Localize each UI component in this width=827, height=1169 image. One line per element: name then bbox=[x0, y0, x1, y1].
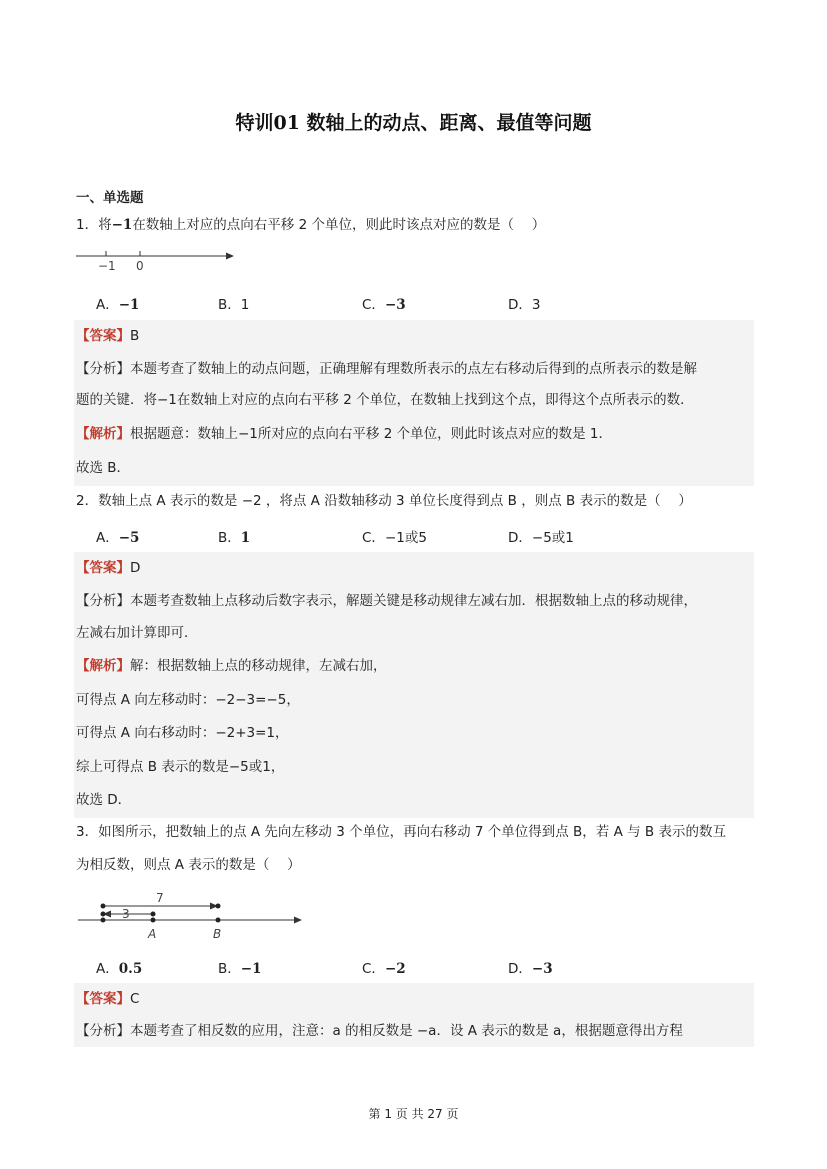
option-value: −1 bbox=[240, 961, 262, 977]
analysis-text: 本题考查了数轴上的动点问题，正确理解有理数所表示的点左右移动后得到的点所表示的数是解 bbox=[130, 361, 697, 377]
q1-option-c[interactable] bbox=[362, 293, 406, 313]
solution-tag: 【解析】 bbox=[76, 426, 130, 442]
q3-answer-block bbox=[74, 983, 754, 1047]
section-heading: 一、单选题 bbox=[76, 190, 144, 206]
option-letter: D． bbox=[508, 297, 532, 313]
q3-label-7: 7 bbox=[156, 891, 164, 905]
q3-number: 3． bbox=[76, 824, 99, 840]
q3-option-b[interactable] bbox=[218, 957, 261, 977]
solution-text: 根据题意：数轴上−1所对应的点向右平移 2 个单位，则此时该点对应的数是 1． bbox=[130, 426, 612, 442]
answer-tag: 【答案】 bbox=[76, 560, 130, 576]
q2-stem-text: 数轴上点 A 表示的数是 −2 ，将点 A 沿数轴移动 3 单位长度得到点 B ，则点 B 表示的数是（ ） bbox=[98, 493, 692, 509]
option-value: −3 bbox=[531, 961, 553, 977]
option-value: −2 bbox=[384, 961, 406, 977]
q3-label-3: 3 bbox=[122, 907, 130, 921]
q2-option-b[interactable] bbox=[218, 526, 250, 546]
q3-number-line-figure bbox=[74, 884, 314, 944]
option-value: 0.5 bbox=[118, 961, 143, 977]
page-footer: 第 1 页 共 27 页 bbox=[368, 1107, 459, 1121]
q1-label-neg1: −1 bbox=[98, 259, 116, 273]
q3-point-b bbox=[216, 918, 221, 923]
option-letter: A． bbox=[96, 530, 119, 546]
q3-dot-top-right bbox=[216, 904, 221, 909]
analysis-text: 本题考查数轴上点移动后数字表示，解题关键是移动规律左减右加．根据数轴上点的移动规律， bbox=[130, 593, 697, 609]
q1-options bbox=[96, 293, 696, 313]
q3-analysis-line1 bbox=[76, 1021, 683, 1041]
q3-stem-text: 如图所示，把数轴上的点 A 先向左移动 3 个单位，再向右移动 7 个单位得到点 B，若 A 与 B 表示的数互 bbox=[98, 824, 726, 840]
option-value: 3 bbox=[531, 297, 541, 313]
q3-stem-line2: 为相反数，则点 A 表示的数是（ ） bbox=[76, 857, 301, 873]
analysis-text: 本题考查了相反数的应用，注意：a 的相反数是 −a．设 A 表示的数是 a，根据题意得出方程 bbox=[130, 1023, 683, 1039]
q2-analysis-line1 bbox=[76, 591, 697, 611]
answer-tag: 【答案】 bbox=[76, 991, 130, 1007]
q1-solution-line2: 故选 B． bbox=[76, 460, 131, 476]
analysis-tag: 【分析】 bbox=[76, 361, 130, 377]
q3-label-a: A bbox=[148, 927, 157, 941]
option-letter: C． bbox=[362, 530, 385, 546]
analysis-tag: 【分析】 bbox=[76, 593, 130, 609]
q1-solution-line1 bbox=[76, 424, 612, 444]
q1-option-a[interactable] bbox=[96, 293, 139, 313]
q2-solution-line2: 可得点 A 向左移动时：−2−3=−5， bbox=[76, 692, 300, 708]
q1-analysis-line2: 题的关键．将−1在数轴上对应的点向右平移 2 个单位，在数轴上找到这个点，即得这个点所表示的数． bbox=[76, 392, 694, 408]
option-letter: B． bbox=[218, 297, 241, 313]
q2-analysis-line2: 左减右加计算即可． bbox=[76, 625, 198, 641]
q2-answer-block bbox=[74, 552, 754, 818]
q2-solution-line5: 故选 D． bbox=[76, 792, 132, 808]
option-letter: A． bbox=[96, 961, 119, 977]
answer-value: B bbox=[130, 328, 140, 344]
q2-options bbox=[96, 526, 696, 546]
q3-point-a bbox=[151, 918, 156, 923]
q1-label-0: 0 bbox=[136, 259, 144, 273]
q3-dot-mid-left bbox=[101, 912, 106, 917]
option-value: −5 bbox=[118, 530, 140, 546]
answer-value: D bbox=[130, 560, 141, 576]
answer-tag: 【答案】 bbox=[76, 328, 130, 344]
page-title: 特训01 数轴上的动点、距离、最值等问题 bbox=[235, 112, 592, 134]
q2-option-c[interactable] bbox=[362, 526, 427, 546]
q2-solution-line4: 综上可得点 B 表示的数是−5或1， bbox=[76, 759, 285, 775]
q2-stem bbox=[76, 491, 692, 511]
option-value: −1 bbox=[118, 297, 140, 313]
option-letter: D． bbox=[508, 961, 532, 977]
q3-dot-top-left bbox=[101, 904, 106, 909]
q2-answer bbox=[76, 558, 140, 578]
q3-options bbox=[96, 957, 696, 977]
q1-analysis-line1 bbox=[76, 359, 697, 379]
q1-number: 1． bbox=[76, 217, 99, 233]
q3-dot-mid-right bbox=[151, 912, 156, 917]
option-letter: B． bbox=[218, 530, 241, 546]
q2-number: 2． bbox=[76, 493, 99, 509]
q3-dot-axis-left bbox=[101, 918, 106, 923]
option-letter: C． bbox=[362, 297, 385, 313]
analysis-tag: 【分析】 bbox=[76, 1023, 130, 1039]
q1-stem bbox=[76, 215, 545, 235]
q3-label-b: B bbox=[213, 927, 222, 941]
q3-stem-line1 bbox=[76, 822, 726, 842]
q1-answer bbox=[76, 326, 139, 346]
solution-text: 解：根据数轴上点的移动规律，左减右加， bbox=[130, 658, 387, 674]
q2-option-a[interactable] bbox=[96, 526, 139, 546]
q1-option-d[interactable] bbox=[508, 293, 541, 313]
q2-solution-line3: 可得点 A 向右移动时：−2+3=1， bbox=[76, 725, 289, 741]
q1-axis-arrow bbox=[226, 253, 234, 260]
q1-stem-pre: 将 bbox=[98, 217, 112, 233]
q3-option-a[interactable] bbox=[96, 957, 142, 977]
q3-answer bbox=[76, 989, 139, 1009]
q1-option-b[interactable] bbox=[218, 293, 249, 313]
option-letter: D． bbox=[508, 530, 532, 546]
option-value: 1 bbox=[240, 297, 250, 313]
q3-axis-arrow bbox=[294, 917, 302, 924]
answer-value: C bbox=[130, 991, 140, 1007]
option-value: −5或1 bbox=[531, 530, 574, 546]
q1-answer-block bbox=[74, 320, 754, 486]
option-value: −3 bbox=[384, 297, 406, 313]
q2-option-d[interactable] bbox=[508, 526, 574, 546]
solution-tag: 【解析】 bbox=[76, 658, 130, 674]
q1-stem-post: 在数轴上对应的点向右平移 2 个单位，则此时该点对应的数是（ ） bbox=[132, 217, 546, 233]
option-value: −1或5 bbox=[384, 530, 427, 546]
q1-stem-num: −1 bbox=[111, 217, 133, 233]
q2-solution-line1 bbox=[76, 656, 387, 676]
option-letter: B． bbox=[218, 961, 241, 977]
option-value: 1 bbox=[240, 530, 251, 546]
option-letter: A． bbox=[96, 297, 119, 313]
q1-number-line-figure bbox=[74, 246, 244, 274]
option-letter: C． bbox=[362, 961, 385, 977]
q3-option-d[interactable] bbox=[508, 957, 553, 977]
q3-option-c[interactable] bbox=[362, 957, 406, 977]
